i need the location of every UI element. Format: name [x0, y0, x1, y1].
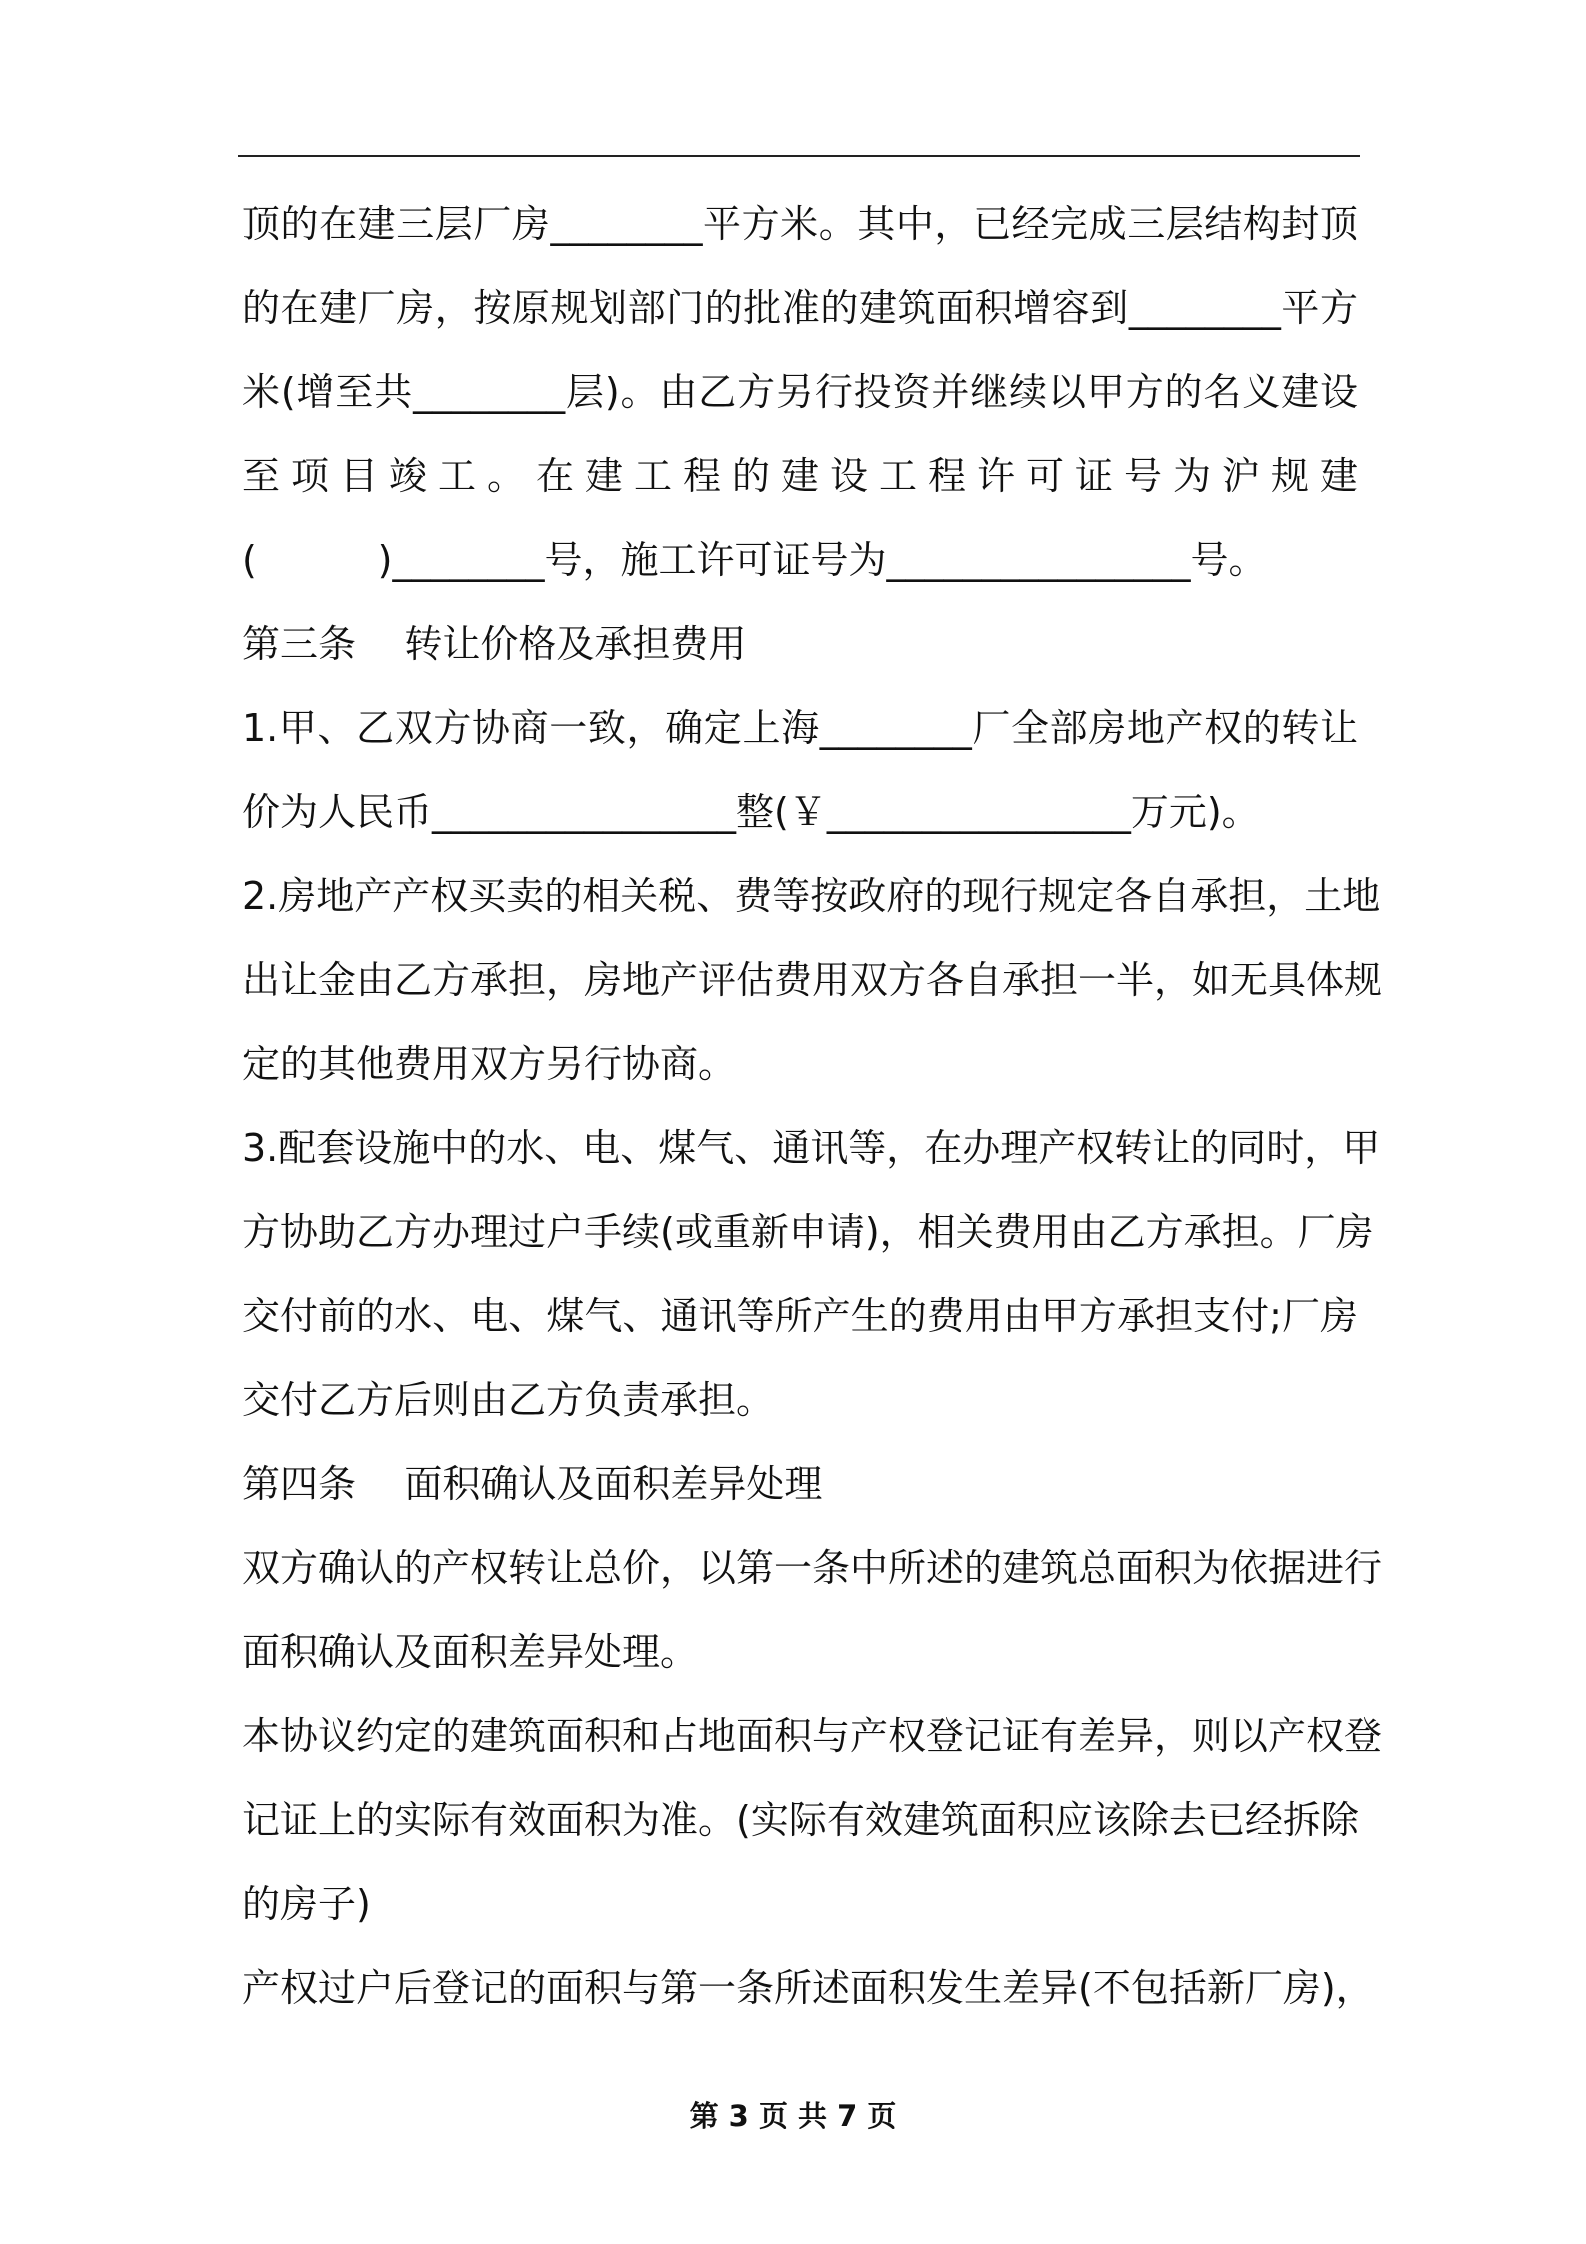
text-line: 产权过户后登记的面积与第一条所述面积发生差异(不包括新厂房)，: [242, 1966, 1374, 2010]
text-line: 记证上的实际有效面积为准。(实际有效建筑面积应该除去已经拆除: [242, 1798, 1359, 1842]
text-line: 顶的在建三层厂房________平方米。其中，已经完成三层结构封顶: [242, 202, 1358, 246]
section-heading: 第四条 面积确认及面积差异处理: [242, 1462, 823, 1506]
text-line: 交付前的水、电、煤气、通讯等所产生的费用由甲方承担支付;厂房: [242, 1294, 1358, 1338]
text-line: 双方确认的产权转让总价，以第一条中所述的建筑总面积为依据进行: [242, 1546, 1383, 1590]
text-line: 方协助乙方办理过户手续(或重新申请)，相关费用由乙方承担。厂房: [242, 1210, 1374, 1254]
text-line: 3.配套设施中的水、电、煤气、通讯等，在办理产权转让的同时，甲: [242, 1126, 1381, 1170]
text-line: ( )________号，施工许可证号为________________号。: [242, 538, 1267, 582]
text-line: 本协议约定的建筑面积和占地面积与产权登记证有差异，则以产权登: [242, 1714, 1383, 1758]
text-line: 面积确认及面积差异处理。: [242, 1630, 699, 1674]
text-line: 2.房地产产权买卖的相关税、费等按政府的现行规定各自承担，土地: [242, 874, 1381, 918]
text-line: 至项目竣工。在建工程的建设工程许可证号为沪规建: [242, 454, 1358, 498]
text-line: 的在建厂房，按原规划部门的批准的建筑面积增容到________平方: [242, 286, 1358, 330]
page-number: 第 3 页 共 7 页: [689, 2099, 897, 2133]
text-line: 定的其他费用双方另行协商。: [242, 1042, 737, 1086]
text-line: 1.甲、乙双方协商一致，确定上海________厂全部房地产权的转让: [242, 706, 1358, 750]
text-line: 价为人民币________________整(￥________________万元)。: [242, 790, 1260, 834]
text-line: 出让金由乙方承担，房地产评估费用双方各自承担一半，如无具体规: [242, 958, 1383, 1002]
text-line: 的房子): [242, 1882, 371, 1926]
text-line: 交付乙方后则由乙方负责承担。: [242, 1378, 775, 1422]
text-line: 米(增至共________层)。由乙方另行投资并继续以甲方的名义建设: [242, 370, 1358, 414]
section-heading: 第三条 转让价格及承担费用: [242, 622, 747, 666]
header-divider: [238, 155, 1360, 157]
